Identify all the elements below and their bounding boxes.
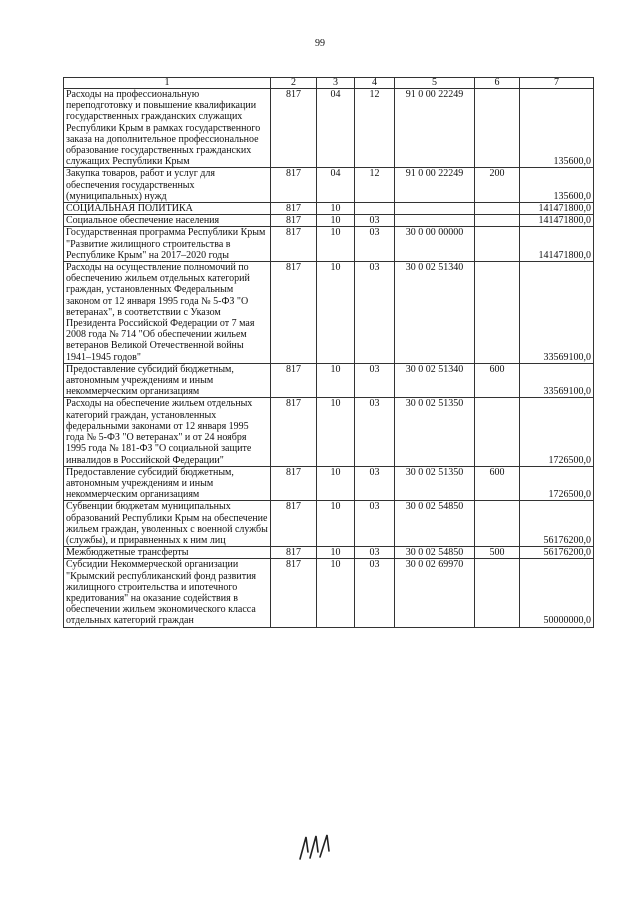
- cell-target-article: 30 0 02 69970: [395, 559, 475, 627]
- table-row: [64, 501, 594, 547]
- cell-grbs: 817: [271, 262, 317, 364]
- table-row: [64, 227, 594, 262]
- cell-grbs: 817: [271, 215, 317, 227]
- cell-section: 10: [317, 262, 355, 364]
- cell-section: 10: [317, 547, 355, 559]
- cell-target-article: 30 0 02 54850: [395, 501, 475, 547]
- cell-amount: 56176200,0: [520, 547, 594, 559]
- handwritten-signature-icon: [296, 832, 336, 862]
- table-row: [64, 559, 594, 627]
- cell-expense-type: [475, 559, 520, 627]
- cell-expense-type: [475, 215, 520, 227]
- header-cell-1: 1: [64, 78, 271, 89]
- cell-expense-type: 600: [475, 363, 520, 398]
- cell-target-article: 30 0 02 51340: [395, 363, 475, 398]
- cell-grbs: 817: [271, 89, 317, 168]
- cell-subsection: 03: [355, 215, 395, 227]
- cell-subsection: 03: [355, 262, 395, 364]
- cell-amount: 135600,0: [520, 168, 594, 203]
- cell-section: 04: [317, 168, 355, 203]
- cell-expense-type: [475, 203, 520, 215]
- cell-target-article: 30 0 02 51350: [395, 466, 475, 501]
- table-row: [64, 168, 594, 203]
- cell-expense-type: [475, 398, 520, 466]
- cell-section: 10: [317, 215, 355, 227]
- cell-expense-type: [475, 227, 520, 262]
- cell-amount: 33569100,0: [520, 262, 594, 364]
- cell-target-article: 30 0 00 00000: [395, 227, 475, 262]
- header-row: [64, 78, 594, 89]
- cell-target-article: 30 0 02 51340: [395, 262, 475, 364]
- cell-expense-type: 500: [475, 547, 520, 559]
- cell-grbs: 817: [271, 501, 317, 547]
- cell-target-article: [395, 215, 475, 227]
- cell-name: Субвенции бюджетам муниципальных образований Республики Крым на обеспечение жильем граждан, уволенных с военной службы (службы), и приравненных к ним лиц: [64, 501, 271, 547]
- cell-section: 10: [317, 203, 355, 215]
- cell-name: Государственная программа Республики Крым "Развитие жилищного строительства в Республике Крым" на 2017–2020 годы: [64, 227, 271, 262]
- cell-expense-type: 200: [475, 168, 520, 203]
- header-cell-2: 2: [271, 78, 317, 89]
- header-cell-6: 6: [475, 78, 520, 89]
- cell-subsection: 03: [355, 559, 395, 627]
- cell-subsection: 12: [355, 168, 395, 203]
- cell-expense-type: [475, 262, 520, 364]
- table-row: [64, 203, 594, 215]
- cell-section: 10: [317, 398, 355, 466]
- cell-subsection: 03: [355, 501, 395, 547]
- cell-target-article: [395, 203, 475, 215]
- cell-expense-type: [475, 501, 520, 547]
- cell-expense-type: [475, 89, 520, 168]
- cell-name: Предоставление субсидий бюджетным, автономным учреждениям и иным некоммерческим организациям: [64, 363, 271, 398]
- cell-subsection: 03: [355, 227, 395, 262]
- cell-grbs: 817: [271, 168, 317, 203]
- cell-target-article: 30 0 02 51350: [395, 398, 475, 466]
- cell-name: СОЦИАЛЬНАЯ ПОЛИТИКА: [64, 203, 271, 215]
- cell-amount: 135600,0: [520, 89, 594, 168]
- cell-grbs: 817: [271, 559, 317, 627]
- cell-name: Расходы на профессиональную переподготовку и повышение квалификации государственных гражданских служащих Республики Крым в рамках государственного заказа на дополнительное профессиональное образование государственных гражданских служащих Республики Крым: [64, 89, 271, 168]
- cell-subsection: 03: [355, 398, 395, 466]
- cell-grbs: 817: [271, 398, 317, 466]
- cell-amount: 141471800,0: [520, 215, 594, 227]
- cell-amount: 141471800,0: [520, 203, 594, 215]
- table-body: [64, 78, 594, 628]
- header-cell-7: 7: [520, 78, 594, 89]
- cell-section: 10: [317, 227, 355, 262]
- table-row: [64, 215, 594, 227]
- table-row: [64, 262, 594, 364]
- header-cell-5: 5: [395, 78, 475, 89]
- cell-grbs: 817: [271, 466, 317, 501]
- budget-table: [63, 77, 594, 628]
- cell-grbs: 817: [271, 547, 317, 559]
- cell-section: 04: [317, 89, 355, 168]
- table-row: [64, 89, 594, 168]
- table-row: [64, 547, 594, 559]
- cell-amount: 33569100,0: [520, 363, 594, 398]
- cell-target-article: 91 0 00 22249: [395, 89, 475, 168]
- cell-subsection: 03: [355, 363, 395, 398]
- header-cell-4: 4: [355, 78, 395, 89]
- table-row: [64, 466, 594, 501]
- cell-subsection: [355, 203, 395, 215]
- cell-amount: 56176200,0: [520, 501, 594, 547]
- cell-grbs: 817: [271, 203, 317, 215]
- header-cell-3: 3: [317, 78, 355, 89]
- cell-subsection: 03: [355, 547, 395, 559]
- cell-subsection: 12: [355, 89, 395, 168]
- table-row: [64, 363, 594, 398]
- table-row: [64, 398, 594, 466]
- cell-name: Расходы на обеспечение жильем отдельных категорий граждан, установленных федеральными законами от 12 января 1995 года № 5-ФЗ "О ветеранах" и от 24 ноября 1995 года № 181-ФЗ "О социальной защите инвалидов в Российской Федерации": [64, 398, 271, 466]
- cell-amount: 141471800,0: [520, 227, 594, 262]
- cell-section: 10: [317, 363, 355, 398]
- cell-section: 10: [317, 559, 355, 627]
- page-number: 99: [315, 38, 325, 49]
- cell-name: Социальное обеспечение населения: [64, 215, 271, 227]
- cell-name: Расходы на осуществление полномочий по обеспечению жильем отдельных категорий граждан, установленных Федеральным законом от 12 января 1995 года № 5-ФЗ "О ветеранах", в соответствии с Указом Президента Российской Федерации от 7 мая 2008 года № 714 "Об обеспечении жильем ветеранов Великой Отечественной войны 1941–1945 годов": [64, 262, 271, 364]
- cell-section: 10: [317, 466, 355, 501]
- cell-name: Межбюджетные трансферты: [64, 547, 271, 559]
- cell-grbs: 817: [271, 227, 317, 262]
- cell-target-article: 30 0 02 54850: [395, 547, 475, 559]
- cell-amount: 1726500,0: [520, 466, 594, 501]
- cell-name: Закупка товаров, работ и услуг для обеспечения государственных (муниципальных) нужд: [64, 168, 271, 203]
- cell-amount: 50000000,0: [520, 559, 594, 627]
- cell-name: Субсидии Некоммерческой организации "Крымский республиканский фонд развития жилищного строительства и ипотечного кредитования" на оказание содействия в обеспечении жильем экономического класса отдельных категорий граждан: [64, 559, 271, 627]
- cell-amount: 1726500,0: [520, 398, 594, 466]
- cell-target-article: 91 0 00 22249: [395, 168, 475, 203]
- cell-grbs: 817: [271, 363, 317, 398]
- cell-name: Предоставление субсидий бюджетным, автономным учреждениям и иным некоммерческим организациям: [64, 466, 271, 501]
- cell-subsection: 03: [355, 466, 395, 501]
- cell-expense-type: 600: [475, 466, 520, 501]
- cell-section: 10: [317, 501, 355, 547]
